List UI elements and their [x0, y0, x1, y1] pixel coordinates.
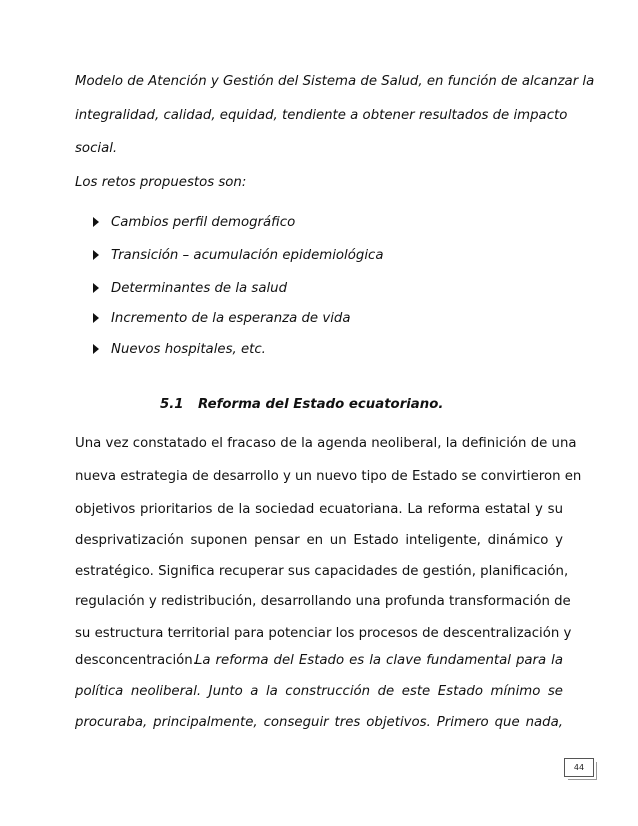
triangle-bullet-icon	[93, 217, 99, 227]
retos-label: Los retos propuestos son:	[75, 175, 247, 190]
triangle-bullet-icon	[93, 250, 99, 260]
body-line-1: Una vez constatado el fracaso de la agenda neoliberal, la definición de una	[75, 436, 577, 451]
body-line-8-normal: desconcentración.	[75, 653, 197, 668]
section-number: 5.1	[160, 397, 184, 412]
body-line-6: regulación y redistribución, desarrollando una profunda transformación de	[75, 594, 571, 609]
intro-line-3: social.	[75, 141, 118, 156]
list-item	[93, 247, 383, 265]
list-item-text: Cambios perfil demográfico	[111, 215, 296, 230]
intro-line-2: integralidad, calidad, equidad, tendiente a obtener resultados de impacto	[75, 108, 568, 123]
body-line-4: desprivatización suponen pensar en un Estado inteligente, dinámico y	[75, 533, 563, 548]
list-item-text: Incremento de la esperanza de vida	[111, 311, 351, 326]
list-item	[93, 214, 295, 232]
body-line-9: política neoliberal. Junto a la construcción de este Estado mínimo se	[75, 684, 563, 699]
body-line-7: su estructura territorial para potenciar los procesos de descentralización y	[75, 626, 572, 641]
body-line-2: nueva estrategia de desarrollo y un nuevo tipo de Estado se convirtieron en	[75, 469, 582, 484]
triangle-bullet-icon	[93, 283, 99, 293]
body-line-5: estratégico. Significa recuperar sus capacidades de gestión, planificación,	[75, 564, 569, 579]
list-item	[93, 280, 287, 298]
page-number: 44	[564, 758, 594, 777]
list-item-text: Determinantes de la salud	[111, 281, 288, 296]
body-line-10: procuraba, principalmente, conseguir tres objetivos. Primero que nada,	[75, 715, 563, 730]
intro-line-1: Modelo de Atención y Gestión del Sistema de Salud, en función de alcanzar la	[75, 74, 595, 89]
body-line-8	[75, 652, 563, 670]
body-line-3: objetivos prioritarios de la sociedad ecuatoriana. La reforma estatal y su	[75, 502, 563, 517]
list-item	[93, 341, 266, 359]
list-item-text: Transición – acumulación epidemiológica	[111, 248, 384, 263]
list-item-text: Nuevos hospitales, etc.	[111, 342, 266, 357]
triangle-bullet-icon	[93, 313, 99, 323]
body-line-8-italic: La reforma del Estado es la clave fundamental para la	[195, 653, 563, 668]
list-item	[93, 310, 351, 328]
triangle-bullet-icon	[93, 344, 99, 354]
section-title: Reforma del Estado ecuatoriano.	[198, 397, 444, 412]
